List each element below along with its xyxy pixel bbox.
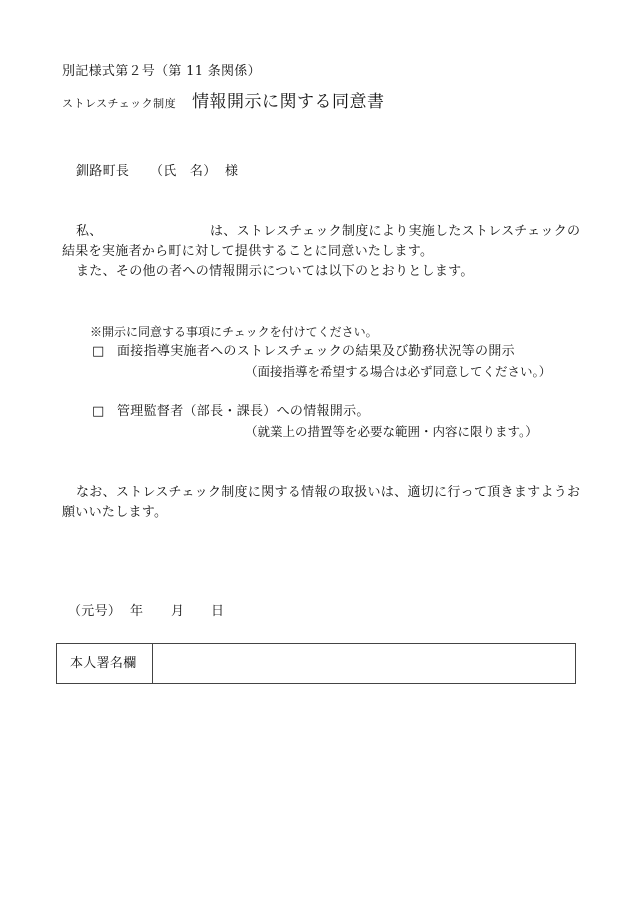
date-era: （元号）	[68, 604, 122, 619]
addressee-name: 釧路町長	[76, 164, 130, 179]
consent-line1-prefix: 私、	[76, 224, 103, 239]
signature-label: 本人署名欄	[70, 656, 137, 671]
closing-line1: なお、ストレスチェック制度に関する情報の取扱いは、適切に行って頂きますようお	[76, 485, 581, 500]
options-instruction: ※開示に同意する事項にチェックを付けてください。	[90, 325, 378, 339]
option-note-interview: （面接指導を希望する場合は必ず同意してください。）	[245, 364, 552, 379]
consent-line1-rest: は、ストレスチェック制度により実施したストレスチェックの	[210, 224, 581, 239]
option-label-supervisor: 管理監督者（部長・課長）への情報開示。	[117, 404, 370, 419]
addressee-name-placeholder: （氏 名）	[150, 164, 217, 179]
option-label-interview: 面接指導実施者へのストレスチェックの結果及び勤務状況等の開示	[117, 344, 515, 359]
consent-line2: 結果を実施者から町に対して提供することに同意いたします。	[62, 244, 434, 259]
closing-line2: 願いいたします。	[62, 505, 168, 520]
option-checkbox-interview: □	[92, 344, 105, 359]
form-subtitle: ストレスチェック制度	[62, 97, 177, 110]
signature-table	[56, 643, 576, 684]
signature-field	[153, 644, 575, 683]
consent-line3: また、その他の者への情報開示については以下のとおりとします。	[76, 264, 474, 279]
date-year: 年	[130, 604, 144, 619]
addressee-honorific: 様	[225, 164, 239, 179]
form-title: 情報開示に関する同意書	[192, 92, 385, 112]
date-month: 月	[171, 604, 185, 619]
option-checkbox-supervisor: □	[92, 404, 105, 419]
date-day: 日	[211, 604, 225, 619]
form-number: 別記様式第２号（第 11 条関係）	[62, 64, 261, 79]
option-note-supervisor: （就業上の措置等を必要な範囲・内容に限ります。）	[245, 424, 538, 439]
